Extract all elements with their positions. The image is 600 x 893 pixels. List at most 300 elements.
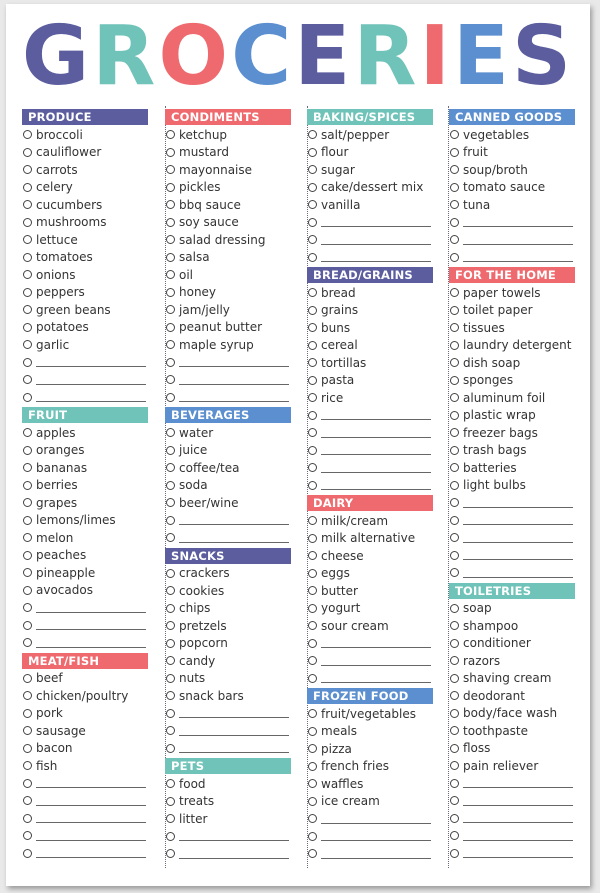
checkbox-circle-icon[interactable] <box>23 358 32 367</box>
blank-item[interactable] <box>449 214 575 232</box>
checkbox-circle-icon[interactable] <box>308 428 317 437</box>
checkbox-circle-icon[interactable] <box>450 411 459 420</box>
list-item[interactable] <box>165 196 291 214</box>
list-item[interactable] <box>22 582 148 600</box>
checkbox-circle-icon[interactable] <box>308 779 317 788</box>
write-in-line[interactable] <box>179 515 289 525</box>
blank-item[interactable] <box>307 477 433 495</box>
blank-item[interactable] <box>449 547 575 565</box>
checkbox-circle-icon[interactable] <box>450 376 459 385</box>
checkbox-circle-icon[interactable] <box>23 183 32 192</box>
checkbox-circle-icon[interactable] <box>308 253 317 262</box>
list-item[interactable] <box>449 354 575 372</box>
list-item[interactable] <box>165 284 291 302</box>
write-in-line[interactable] <box>179 831 289 841</box>
list-item[interactable] <box>165 793 291 811</box>
checkbox-circle-icon[interactable] <box>450 831 459 840</box>
list-item[interactable] <box>165 249 291 267</box>
write-in-line[interactable] <box>179 849 289 859</box>
list-item[interactable] <box>449 670 575 688</box>
list-item[interactable] <box>307 582 433 600</box>
checkbox-circle-icon[interactable] <box>166 691 175 700</box>
blank-item[interactable] <box>449 827 575 845</box>
checkbox-circle-icon[interactable] <box>308 604 317 613</box>
blank-item[interactable] <box>449 775 575 793</box>
list-item[interactable] <box>307 354 433 372</box>
blank-item[interactable] <box>22 354 148 372</box>
list-item[interactable] <box>449 179 575 197</box>
checkbox-circle-icon[interactable] <box>308 814 317 823</box>
write-in-line[interactable] <box>321 445 431 455</box>
list-item[interactable] <box>22 477 148 495</box>
list-item[interactable] <box>165 301 291 319</box>
blank-item[interactable] <box>165 371 291 389</box>
checkbox-circle-icon[interactable] <box>166 709 175 718</box>
write-in-line[interactable] <box>179 726 289 736</box>
blank-item[interactable] <box>307 845 433 863</box>
checkbox-circle-icon[interactable] <box>23 235 32 244</box>
blank-item[interactable] <box>165 354 291 372</box>
write-in-line[interactable] <box>179 375 289 385</box>
checkbox-circle-icon[interactable] <box>166 393 175 402</box>
list-item[interactable] <box>449 319 575 337</box>
list-item[interactable] <box>449 687 575 705</box>
checkbox-circle-icon[interactable] <box>450 358 459 367</box>
checkbox-circle-icon[interactable] <box>450 341 459 350</box>
checkbox-circle-icon[interactable] <box>308 411 317 420</box>
blank-item[interactable] <box>307 652 433 670</box>
blank-item[interactable] <box>22 371 148 389</box>
write-in-line[interactable] <box>36 357 146 367</box>
blank-item[interactable] <box>449 231 575 249</box>
checkbox-circle-icon[interactable] <box>308 656 317 665</box>
list-item[interactable] <box>165 336 291 354</box>
checkbox-circle-icon[interactable] <box>450 709 459 718</box>
checkbox-circle-icon[interactable] <box>450 165 459 174</box>
checkbox-circle-icon[interactable] <box>166 533 175 542</box>
write-in-line[interactable] <box>321 656 431 666</box>
list-item[interactable] <box>22 249 148 267</box>
list-item[interactable] <box>449 459 575 477</box>
checkbox-circle-icon[interactable] <box>23 498 32 507</box>
list-item[interactable] <box>165 161 291 179</box>
checkbox-circle-icon[interactable] <box>166 656 175 665</box>
list-item[interactable] <box>449 161 575 179</box>
checkbox-circle-icon[interactable] <box>166 288 175 297</box>
blank-item[interactable] <box>22 775 148 793</box>
checkbox-circle-icon[interactable] <box>23 709 32 718</box>
checkbox-circle-icon[interactable] <box>308 183 317 192</box>
checkbox-circle-icon[interactable] <box>450 130 459 139</box>
blank-item[interactable] <box>307 249 433 267</box>
checkbox-circle-icon[interactable] <box>308 744 317 753</box>
write-in-line[interactable] <box>36 778 146 788</box>
blank-item[interactable] <box>22 827 148 845</box>
checkbox-circle-icon[interactable] <box>308 148 317 157</box>
list-item[interactable] <box>22 231 148 249</box>
list-item[interactable] <box>165 565 291 583</box>
checkbox-circle-icon[interactable] <box>308 832 317 841</box>
blank-item[interactable] <box>307 424 433 442</box>
checkbox-circle-icon[interactable] <box>166 744 175 753</box>
list-item[interactable] <box>165 810 291 828</box>
write-in-line[interactable] <box>321 217 431 227</box>
blank-item[interactable] <box>449 564 575 582</box>
list-item[interactable] <box>165 126 291 144</box>
checkbox-circle-icon[interactable] <box>450 796 459 805</box>
checkbox-circle-icon[interactable] <box>23 779 32 788</box>
write-in-line[interactable] <box>463 217 573 227</box>
list-item[interactable] <box>22 529 148 547</box>
blank-item[interactable] <box>307 231 433 249</box>
list-item[interactable] <box>22 196 148 214</box>
list-item[interactable] <box>165 635 291 653</box>
checkbox-circle-icon[interactable] <box>23 130 32 139</box>
checkbox-circle-icon[interactable] <box>23 288 32 297</box>
list-item[interactable] <box>165 214 291 232</box>
write-in-line[interactable] <box>36 603 146 613</box>
list-item[interactable] <box>449 477 575 495</box>
checkbox-circle-icon[interactable] <box>23 831 32 840</box>
blank-item[interactable] <box>307 459 433 477</box>
list-item[interactable] <box>165 319 291 337</box>
list-item[interactable] <box>307 302 433 320</box>
list-item[interactable] <box>307 161 433 179</box>
checkbox-circle-icon[interactable] <box>166 621 175 630</box>
blank-item[interactable] <box>22 599 148 617</box>
blank-item[interactable] <box>307 407 433 425</box>
checkbox-circle-icon[interactable] <box>308 797 317 806</box>
checkbox-circle-icon[interactable] <box>450 235 459 244</box>
list-item[interactable] <box>307 144 433 162</box>
write-in-line[interactable] <box>463 235 573 245</box>
list-item[interactable] <box>165 424 291 442</box>
blank-item[interactable] <box>165 828 291 846</box>
write-in-line[interactable] <box>463 778 573 788</box>
blank-item[interactable] <box>165 512 291 530</box>
blank-item[interactable] <box>449 512 575 530</box>
checkbox-circle-icon[interactable] <box>23 463 32 472</box>
checkbox-circle-icon[interactable] <box>166 849 175 858</box>
checkbox-circle-icon[interactable] <box>450 551 459 560</box>
checkbox-circle-icon[interactable] <box>23 603 32 612</box>
checkbox-circle-icon[interactable] <box>450 498 459 507</box>
list-item[interactable] <box>22 126 148 144</box>
checkbox-circle-icon[interactable] <box>23 849 32 858</box>
checkbox-circle-icon[interactable] <box>166 814 175 823</box>
checkbox-circle-icon[interactable] <box>450 481 459 490</box>
write-in-line[interactable] <box>36 831 146 841</box>
checkbox-circle-icon[interactable] <box>23 533 32 542</box>
list-item[interactable] <box>449 389 575 407</box>
list-item[interactable] <box>22 319 148 337</box>
checkbox-circle-icon[interactable] <box>166 832 175 841</box>
checkbox-circle-icon[interactable] <box>450 621 459 630</box>
list-item[interactable] <box>307 793 433 811</box>
list-item[interactable] <box>449 442 575 460</box>
list-item[interactable] <box>449 407 575 425</box>
list-item[interactable] <box>449 372 575 390</box>
list-item[interactable] <box>165 687 291 705</box>
write-in-line[interactable] <box>36 392 146 402</box>
checkbox-circle-icon[interactable] <box>23 200 32 209</box>
checkbox-circle-icon[interactable] <box>450 218 459 227</box>
checkbox-circle-icon[interactable] <box>166 375 175 384</box>
checkbox-circle-icon[interactable] <box>166 779 175 788</box>
write-in-line[interactable] <box>463 252 573 262</box>
write-in-line[interactable] <box>463 550 573 560</box>
list-item[interactable] <box>165 600 291 618</box>
list-item[interactable] <box>22 161 148 179</box>
checkbox-circle-icon[interactable] <box>308 762 317 771</box>
checkbox-circle-icon[interactable] <box>23 568 32 577</box>
checkbox-circle-icon[interactable] <box>166 498 175 507</box>
checkbox-circle-icon[interactable] <box>450 779 459 788</box>
list-item[interactable] <box>307 723 433 741</box>
checkbox-circle-icon[interactable] <box>450 691 459 700</box>
blank-item[interactable] <box>22 389 148 407</box>
checkbox-circle-icon[interactable] <box>166 586 175 595</box>
checkbox-circle-icon[interactable] <box>308 639 317 648</box>
write-in-line[interactable] <box>463 533 573 543</box>
blank-item[interactable] <box>449 249 575 267</box>
blank-item[interactable] <box>307 828 433 846</box>
write-in-line[interactable] <box>36 848 146 858</box>
list-item[interactable] <box>22 459 148 477</box>
checkbox-circle-icon[interactable] <box>166 340 175 349</box>
checkbox-circle-icon[interactable] <box>450 533 459 542</box>
checkbox-circle-icon[interactable] <box>23 744 32 753</box>
blank-item[interactable] <box>165 722 291 740</box>
checkbox-circle-icon[interactable] <box>450 674 459 683</box>
checkbox-circle-icon[interactable] <box>308 586 317 595</box>
write-in-line[interactable] <box>36 638 146 648</box>
checkbox-circle-icon[interactable] <box>23 375 32 384</box>
checkbox-circle-icon[interactable] <box>166 569 175 578</box>
list-item[interactable] <box>449 424 575 442</box>
list-item[interactable] <box>22 284 148 302</box>
write-in-line[interactable] <box>179 743 289 753</box>
write-in-line[interactable] <box>179 392 289 402</box>
list-item[interactable] <box>22 670 148 688</box>
list-item[interactable] <box>307 617 433 635</box>
list-item[interactable] <box>22 494 148 512</box>
list-item[interactable] <box>165 231 291 249</box>
write-in-line[interactable] <box>463 796 573 806</box>
list-item[interactable] <box>307 372 433 390</box>
checkbox-circle-icon[interactable] <box>23 638 32 647</box>
checkbox-circle-icon[interactable] <box>23 218 32 227</box>
list-item[interactable] <box>22 301 148 319</box>
checkbox-circle-icon[interactable] <box>166 726 175 735</box>
list-item[interactable] <box>165 144 291 162</box>
list-item[interactable] <box>307 126 433 144</box>
checkbox-circle-icon[interactable] <box>450 200 459 209</box>
list-item[interactable] <box>449 617 575 635</box>
checkbox-circle-icon[interactable] <box>450 639 459 648</box>
checkbox-circle-icon[interactable] <box>308 393 317 402</box>
checkbox-circle-icon[interactable] <box>308 481 317 490</box>
write-in-line[interactable] <box>463 515 573 525</box>
checkbox-circle-icon[interactable] <box>23 814 32 823</box>
list-item[interactable] <box>449 284 575 302</box>
checkbox-circle-icon[interactable] <box>308 709 317 718</box>
list-item[interactable] <box>449 302 575 320</box>
checkbox-circle-icon[interactable] <box>450 393 459 402</box>
blank-item[interactable] <box>22 810 148 828</box>
list-item[interactable] <box>165 442 291 460</box>
checkbox-circle-icon[interactable] <box>308 674 317 683</box>
checkbox-circle-icon[interactable] <box>23 148 32 157</box>
write-in-line[interactable] <box>321 480 431 490</box>
checkbox-circle-icon[interactable] <box>450 761 459 770</box>
checkbox-circle-icon[interactable] <box>23 516 32 525</box>
list-item[interactable] <box>165 179 291 197</box>
checkbox-circle-icon[interactable] <box>450 148 459 157</box>
checkbox-circle-icon[interactable] <box>450 814 459 823</box>
checkbox-circle-icon[interactable] <box>308 534 317 543</box>
blank-item[interactable] <box>22 845 148 863</box>
list-item[interactable] <box>307 337 433 355</box>
checkbox-circle-icon[interactable] <box>23 446 32 455</box>
blank-item[interactable] <box>165 389 291 407</box>
checkbox-circle-icon[interactable] <box>308 446 317 455</box>
write-in-line[interactable] <box>463 848 573 858</box>
checkbox-circle-icon[interactable] <box>450 306 459 315</box>
list-item[interactable] <box>22 547 148 565</box>
list-item[interactable] <box>307 389 433 407</box>
write-in-line[interactable] <box>321 410 431 420</box>
checkbox-circle-icon[interactable] <box>308 235 317 244</box>
blank-item[interactable] <box>165 740 291 758</box>
checkbox-circle-icon[interactable] <box>166 446 175 455</box>
checkbox-circle-icon[interactable] <box>450 183 459 192</box>
write-in-line[interactable] <box>36 620 146 630</box>
list-item[interactable] <box>307 319 433 337</box>
checkbox-circle-icon[interactable] <box>450 253 459 262</box>
checkbox-circle-icon[interactable] <box>23 796 32 805</box>
list-item[interactable] <box>307 758 433 776</box>
list-item[interactable] <box>307 600 433 618</box>
checkbox-circle-icon[interactable] <box>450 288 459 297</box>
checkbox-circle-icon[interactable] <box>450 849 459 858</box>
checkbox-circle-icon[interactable] <box>23 340 32 349</box>
checkbox-circle-icon[interactable] <box>166 358 175 367</box>
checkbox-circle-icon[interactable] <box>308 849 317 858</box>
checkbox-circle-icon[interactable] <box>450 446 459 455</box>
checkbox-circle-icon[interactable] <box>308 306 317 315</box>
checkbox-circle-icon[interactable] <box>166 305 175 314</box>
write-in-line[interactable] <box>463 568 573 578</box>
list-item[interactable] <box>307 740 433 758</box>
checkbox-circle-icon[interactable] <box>308 463 317 472</box>
write-in-line[interactable] <box>36 813 146 823</box>
blank-item[interactable] <box>307 670 433 688</box>
checkbox-circle-icon[interactable] <box>308 341 317 350</box>
checkbox-circle-icon[interactable] <box>308 621 317 630</box>
checkbox-circle-icon[interactable] <box>166 235 175 244</box>
checkbox-circle-icon[interactable] <box>166 270 175 279</box>
list-item[interactable] <box>307 179 433 197</box>
write-in-line[interactable] <box>463 813 573 823</box>
list-item[interactable] <box>165 617 291 635</box>
checkbox-circle-icon[interactable] <box>450 428 459 437</box>
blank-item[interactable] <box>22 634 148 652</box>
checkbox-circle-icon[interactable] <box>23 726 32 735</box>
checkbox-circle-icon[interactable] <box>166 463 175 472</box>
blank-item[interactable] <box>307 214 433 232</box>
blank-item[interactable] <box>22 792 148 810</box>
checkbox-circle-icon[interactable] <box>166 148 175 157</box>
checkbox-circle-icon[interactable] <box>166 253 175 262</box>
checkbox-circle-icon[interactable] <box>308 288 317 297</box>
list-item[interactable] <box>165 775 291 793</box>
list-item[interactable] <box>307 565 433 583</box>
list-item[interactable] <box>22 740 148 758</box>
list-item[interactable] <box>307 512 433 530</box>
list-item[interactable] <box>22 336 148 354</box>
list-item[interactable] <box>307 530 433 548</box>
checkbox-circle-icon[interactable] <box>308 516 317 525</box>
list-item[interactable] <box>165 494 291 512</box>
write-in-line[interactable] <box>321 638 431 648</box>
write-in-line[interactable] <box>36 375 146 385</box>
list-item[interactable] <box>449 144 575 162</box>
list-item[interactable] <box>449 652 575 670</box>
write-in-line[interactable] <box>463 498 573 508</box>
list-item[interactable] <box>22 687 148 705</box>
list-item[interactable] <box>165 582 291 600</box>
list-item[interactable] <box>22 144 148 162</box>
checkbox-circle-icon[interactable] <box>308 551 317 560</box>
checkbox-circle-icon[interactable] <box>166 639 175 648</box>
checkbox-circle-icon[interactable] <box>23 253 32 262</box>
list-item[interactable] <box>307 705 433 723</box>
checkbox-circle-icon[interactable] <box>166 428 175 437</box>
list-item[interactable] <box>22 266 148 284</box>
checkbox-circle-icon[interactable] <box>23 586 32 595</box>
checkbox-circle-icon[interactable] <box>23 305 32 314</box>
list-item[interactable] <box>449 337 575 355</box>
blank-item[interactable] <box>22 617 148 635</box>
checkbox-circle-icon[interactable] <box>308 376 317 385</box>
list-item[interactable] <box>449 740 575 758</box>
list-item[interactable] <box>449 635 575 653</box>
checkbox-circle-icon[interactable] <box>308 358 317 367</box>
checkbox-circle-icon[interactable] <box>23 761 32 770</box>
write-in-line[interactable] <box>321 831 431 841</box>
checkbox-circle-icon[interactable] <box>23 481 32 490</box>
checkbox-circle-icon[interactable] <box>23 674 32 683</box>
list-item[interactable] <box>307 284 433 302</box>
checkbox-circle-icon[interactable] <box>450 516 459 525</box>
list-item[interactable] <box>307 196 433 214</box>
blank-item[interactable] <box>307 810 433 828</box>
write-in-line[interactable] <box>179 533 289 543</box>
checkbox-circle-icon[interactable] <box>308 727 317 736</box>
checkbox-circle-icon[interactable] <box>23 165 32 174</box>
list-item[interactable] <box>22 512 148 530</box>
list-item[interactable] <box>165 266 291 284</box>
list-item[interactable] <box>22 757 148 775</box>
list-item[interactable] <box>307 547 433 565</box>
checkbox-circle-icon[interactable] <box>308 218 317 227</box>
checkbox-circle-icon[interactable] <box>450 568 459 577</box>
checkbox-circle-icon[interactable] <box>166 674 175 683</box>
checkbox-circle-icon[interactable] <box>450 604 459 613</box>
write-in-line[interactable] <box>463 831 573 841</box>
write-in-line[interactable] <box>36 796 146 806</box>
